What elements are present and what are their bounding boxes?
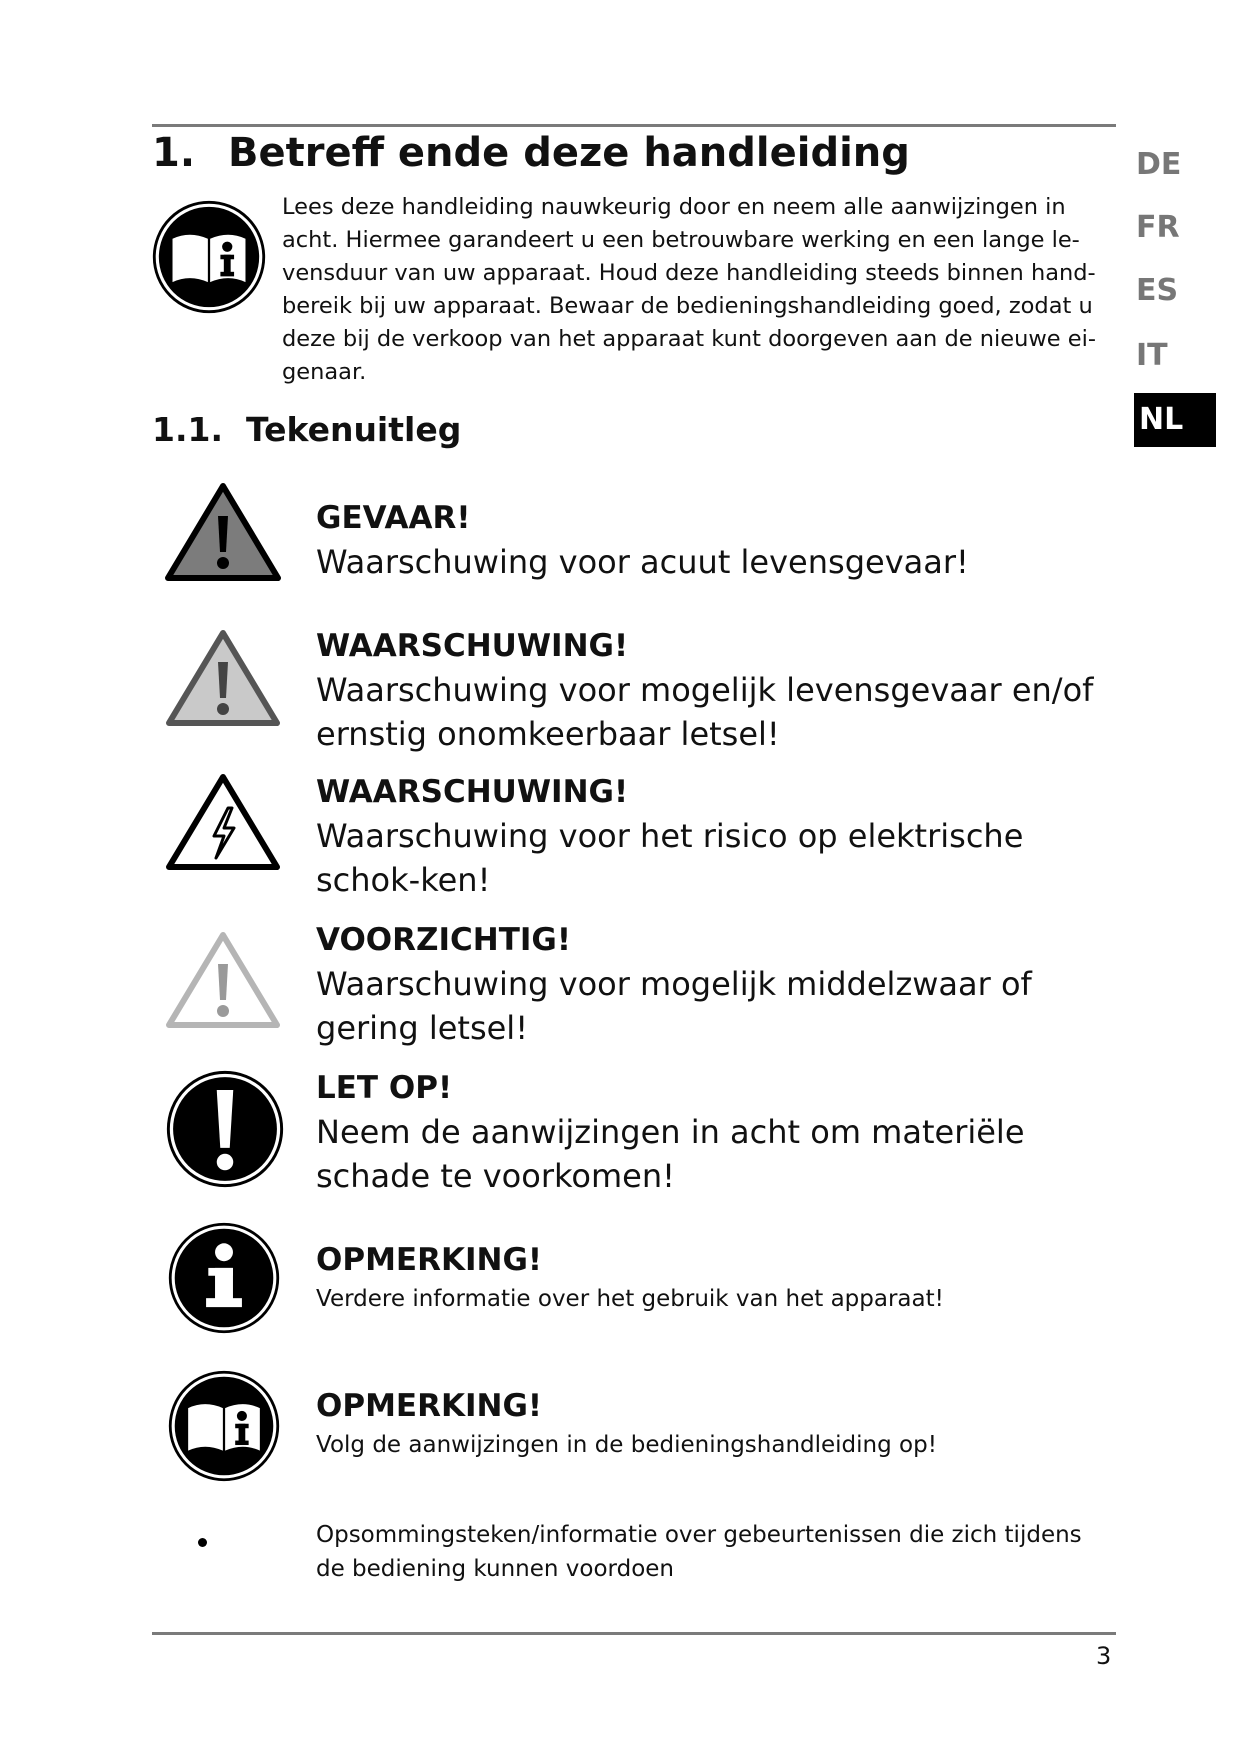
bottom-rule [152, 1632, 1116, 1635]
lang-tab-de[interactable]: DE [1136, 147, 1182, 182]
entry-title: GEVAAR! [316, 500, 471, 536]
entry-warning-life [316, 624, 1116, 756]
entry-description: Neem de aanwijzingen in acht om materiële schade te voorkomen! [316, 1113, 1025, 1195]
intro-paragraph: Lees deze handleiding nauwkeurig door en neem alle aanwijzingen in acht. Hiermee garandeert u een betrouwbare werking en een lange le-vensduur van uw apparaat. Houd deze handleiding steeds binnen hand-bereik bij uw apparaat. Bewaar de bedieningshandleiding goed, zodat u deze bij de verkoop van het apparaat kunt doorgeven aan de nieuwe ei-genaar. [282, 194, 1096, 385]
bullet-note: Opsommingsteken/informatie over gebeurtenissen die zich tijdens de bediening kunnen voordoen [316, 1522, 1082, 1582]
subsection-number: 1.1. [152, 410, 223, 449]
warning-triangle-icon [164, 628, 282, 728]
entry-title: WAARSCHUWING! [316, 774, 629, 810]
entry-description: Waarschuwing voor het risico op elektrische schok-ken! [316, 817, 1024, 899]
entry-description: Volg de aanwijzingen in de bedieningshandleiding op! [316, 1432, 937, 1458]
info-circle-icon [168, 1222, 280, 1334]
entry-title: WAARSCHUWING! [316, 628, 629, 664]
entry-title: OPMERKING! [316, 1388, 543, 1424]
caution-triangle-icon [164, 930, 282, 1030]
entry-title: LET OP! [316, 1070, 453, 1106]
electric-shock-icon [164, 772, 282, 872]
entry-note-info [316, 1238, 1116, 1316]
lang-tab-nl[interactable]: NL [1134, 393, 1216, 447]
lang-tab-it[interactable]: IT [1136, 338, 1168, 373]
lang-tab-fr[interactable]: FR [1136, 210, 1180, 245]
bullet-icon [198, 1538, 207, 1547]
entry-warning-electric [316, 770, 1116, 902]
manual-book-icon [152, 200, 266, 314]
entry-attention [316, 1066, 1116, 1198]
entry-note-manual [316, 1384, 1116, 1462]
section-title: Betreff ende deze handleiding [228, 130, 910, 176]
danger-warning-icon [164, 482, 282, 582]
top-rule [152, 124, 1116, 127]
entry-description: Waarschuwing voor acuut levensgevaar! [316, 543, 969, 581]
entry-caution [316, 918, 1116, 1050]
section-heading [152, 130, 910, 176]
entry-description: Verdere informatie over het gebruik van het apparaat! [316, 1286, 944, 1312]
manual-book-icon [168, 1370, 280, 1482]
page-number: 3 [1096, 1642, 1112, 1670]
subsection-title: Tekenuitleg [246, 410, 462, 449]
lang-tab-es[interactable]: ES [1136, 273, 1179, 308]
entry-title: OPMERKING! [316, 1242, 543, 1278]
entry-danger [316, 496, 1116, 584]
exclamation-circle-icon [166, 1070, 284, 1188]
entry-description: Waarschuwing voor mogelijk levensgevaar en/of ernstig onomkeerbaar letsel! [316, 671, 1094, 753]
subsection-heading [152, 410, 461, 449]
section-number: 1. [152, 130, 196, 176]
entry-description: Waarschuwing voor mogelijk middelzwaar of gering letsel! [316, 965, 1032, 1047]
entry-title: VOORZICHTIG! [316, 922, 571, 958]
